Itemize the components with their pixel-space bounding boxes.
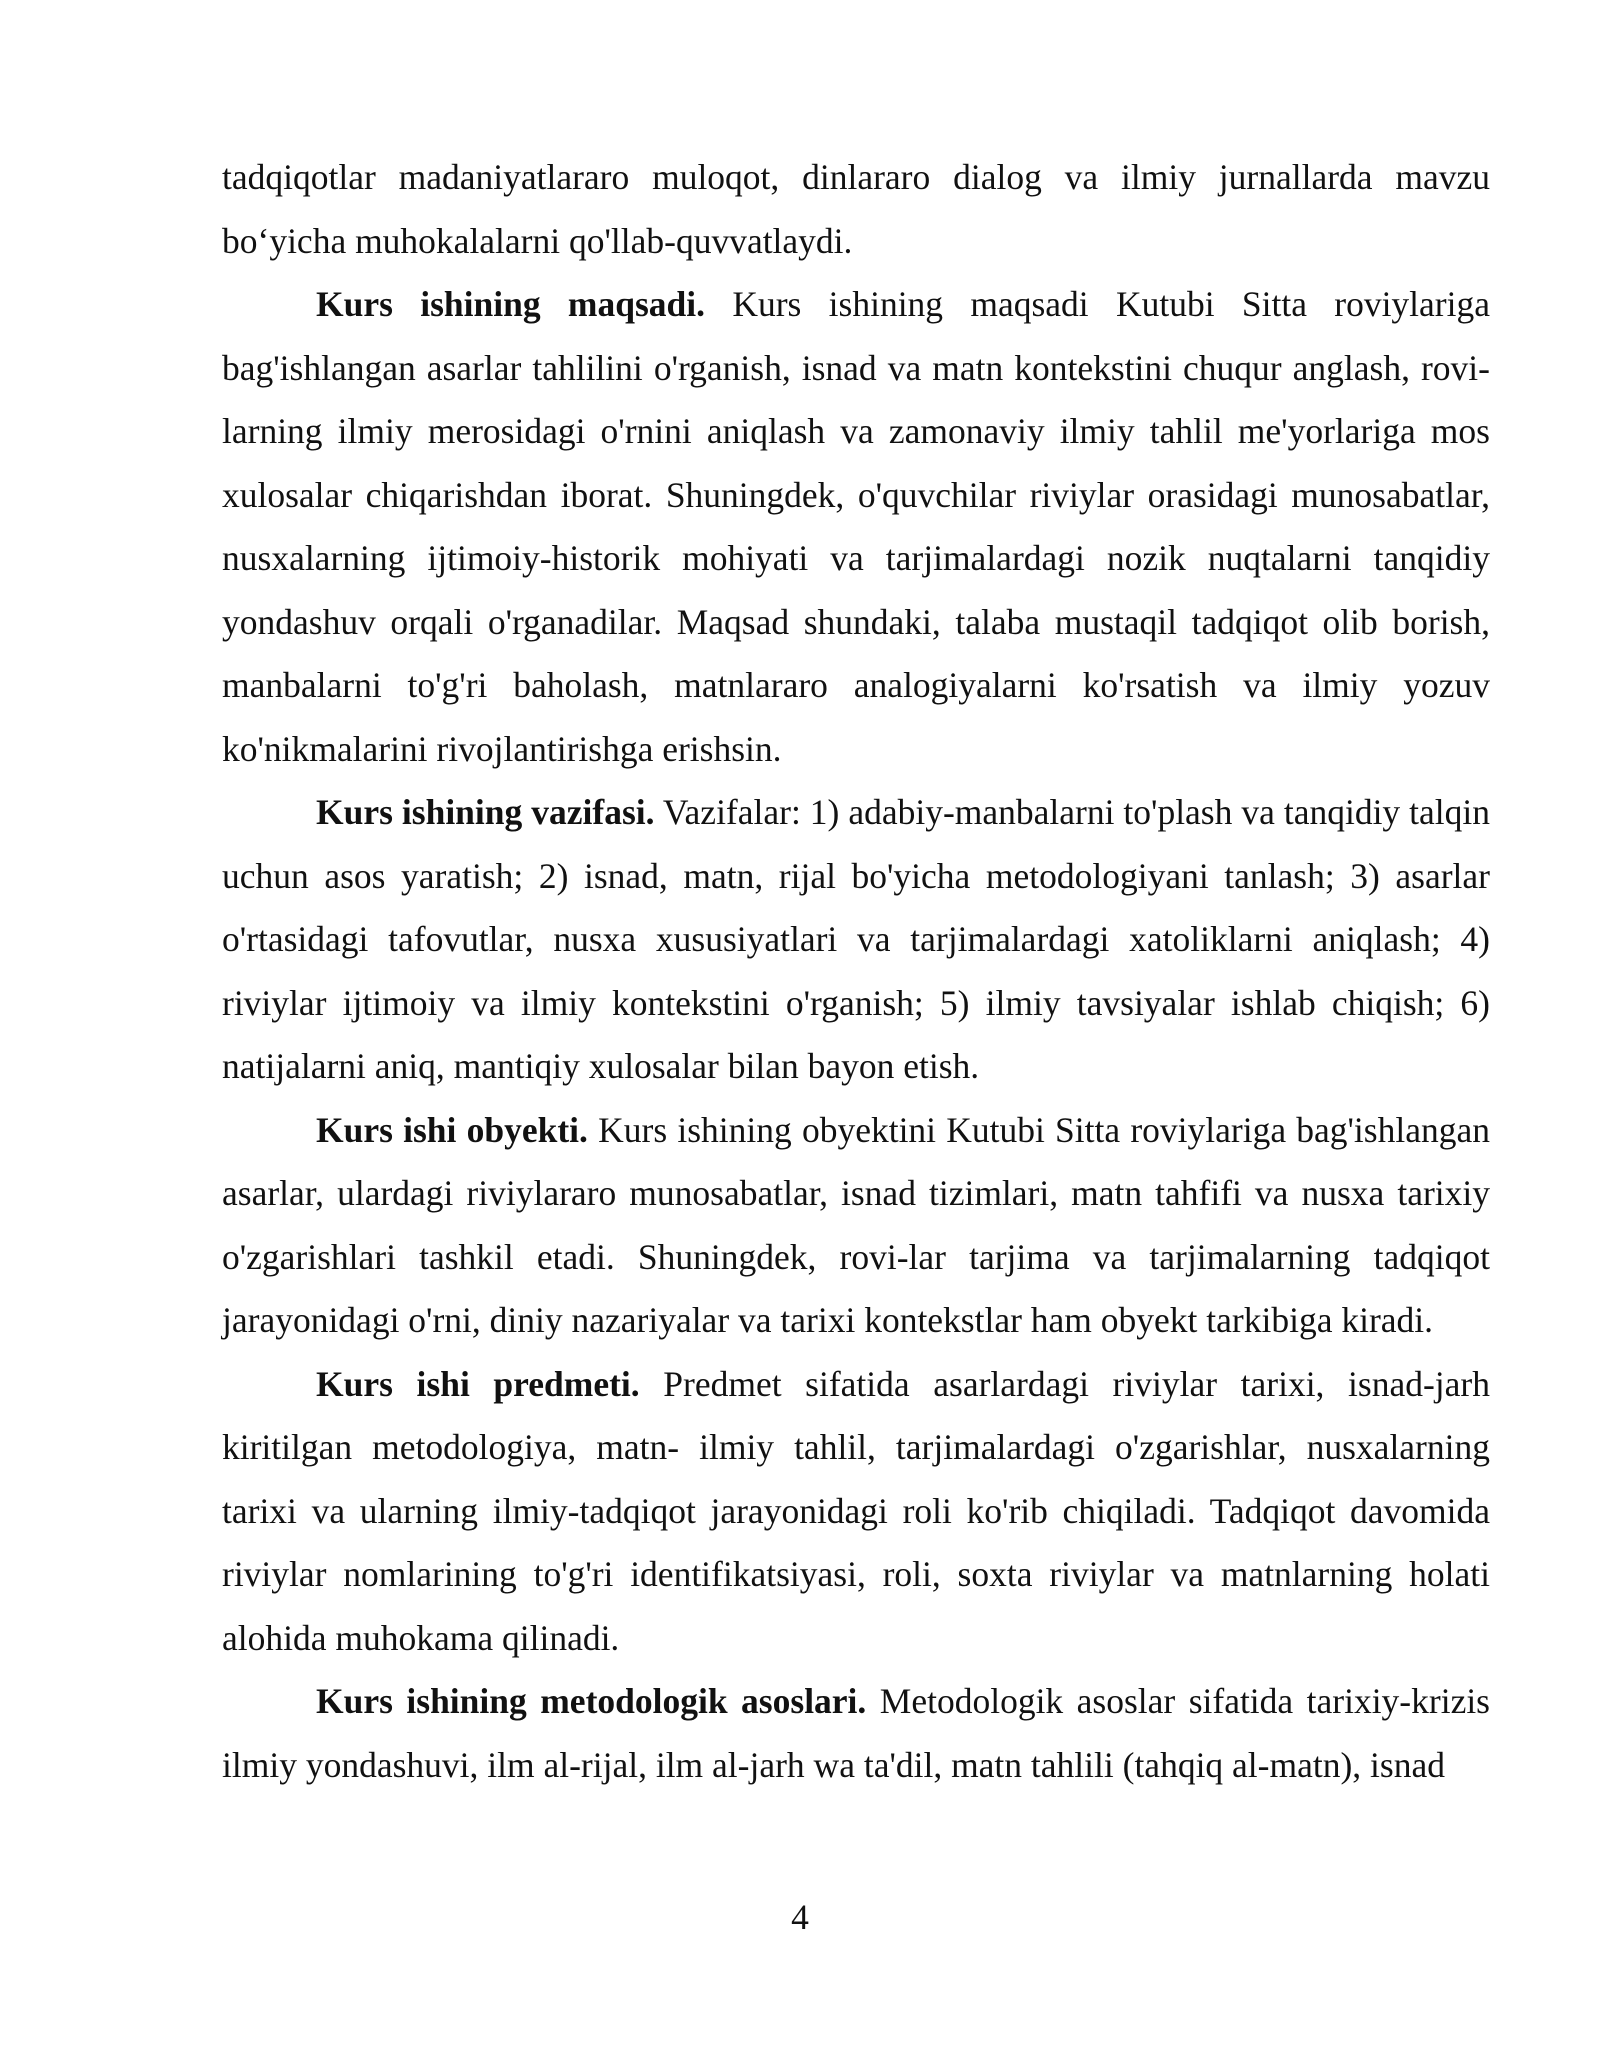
- paragraph-heading: Kurs ishining metodologik asoslari.: [316, 1681, 867, 1721]
- paragraph-course-goal: [222, 273, 1490, 781]
- page-number: 4: [791, 1897, 809, 1937]
- paragraph-continuation: [222, 146, 1490, 273]
- paragraph-text: Kurs ishining maqsadi Kutubi Sitta roviylariga bag'ishlangan asarlar tahlilini o'rganish, isnad va matn kontekstini chuqur anglash, rovi-larning ilmiy merosidagi o'rnini aniqlash va zamonaviy ilmiy tahlil me'yorlariga mos xulosalar chiqarishdan iborat. Shuningdek, o'quvchilar riviylar orasidagi munosabatlar, nusxalarning ijtimoiy-historik mohiyati va tarjimalardagi nozik nuqtalarni tanqidiy yondashuv orqali o'rganadilar. Maqsad shundaki, talaba mustaqil tadqiqot olib borish, manbalarni to'g'ri baholash, matnlararo analogiyalarni ko'rsatish va ilmiy yozuv ko'nikmalarini rivojlantirishga erishsin.: [222, 284, 1490, 769]
- paragraph-heading: Kurs ishi predmeti.: [316, 1363, 640, 1404]
- paragraph-course-tasks: [222, 781, 1490, 1099]
- paragraph-text: Kurs ishining obyektini Kutubi Sitta roviylariga bag'ishlangan asarlar, ulardagi riviylararo munosabatlar, isnad tizimlari, matn tahfifi va nusxa tarixiy o'zgarishlari tashkil etadi. Shuningdek, rovi-lar tarjima va tarjimalarning tadqiqot jarayonidagi o'rni, diniy nazariyalar va tarixi kontekstlar ham obyekt tarkibiga kiradi.: [222, 1109, 1490, 1340]
- paragraph-text: Predmet sifatida asarlardagi riviylar tarixi, isnad-jarh kiritilgan metodologiya, matn- ilmiy tahlil, tarjimalardagi o'zgarishlar, nusxalarning tarixi va ularning ilmiy-tadqiqot jarayonidagi roli ko'rib chiqiladi. Tadqiqot davomida riviylar nomlarining to'g'ri identifikatsiyasi, roli, soxta riviylar va matnlarning holati alohida muhokama qilinadi.: [222, 1363, 1490, 1658]
- paragraph-text: Vazifalar: 1) adabiy-manbalarni to'plash va tanqidiy talqin uchun asos yaratish; 2) isnad, matn, rijal bo'yicha metodologiyani tanlash; 3) asarlar o'rtasidagi tafovutlar, nusxa xususiyatlari va tarjimalardagi xatoliklarni aniqlash; 4) riviylar ijtimoiy va ilmiy kontekstini o'rganish; 5) ilmiy tavsiyalar ishlab chiqish; 6) natijalarni aniq, mantiqiy xulosalar bilan bayon etish.: [222, 792, 1490, 1086]
- paragraph-heading: Kurs ishining maqsadi.: [316, 284, 706, 324]
- document-page: [222, 146, 1490, 1797]
- paragraph-text: tadqiqotlar madaniyatlararo muloqot, dinlararo dialog va ilmiy jurnallarda mavzu bo‘yicha muhokalalarni qo'llab-quvvatlaydi.: [222, 157, 1490, 261]
- paragraph-course-subject: [222, 1353, 1490, 1671]
- paragraph-heading: Kurs ishining vazifasi.: [316, 792, 655, 832]
- paragraph-text: Metodologik asoslar sifatida tarixiy-krizis ilmiy yondashuvi, ilm al-rijal, ilm al-jarh wa ta'dil, matn tahlili (tahqiq al-matn), isnad: [222, 1681, 1490, 1785]
- paragraph-course-object: [222, 1099, 1490, 1353]
- paragraph-course-methodology: [222, 1670, 1490, 1797]
- paragraph-heading: Kurs ishi obyekti.: [316, 1109, 588, 1150]
